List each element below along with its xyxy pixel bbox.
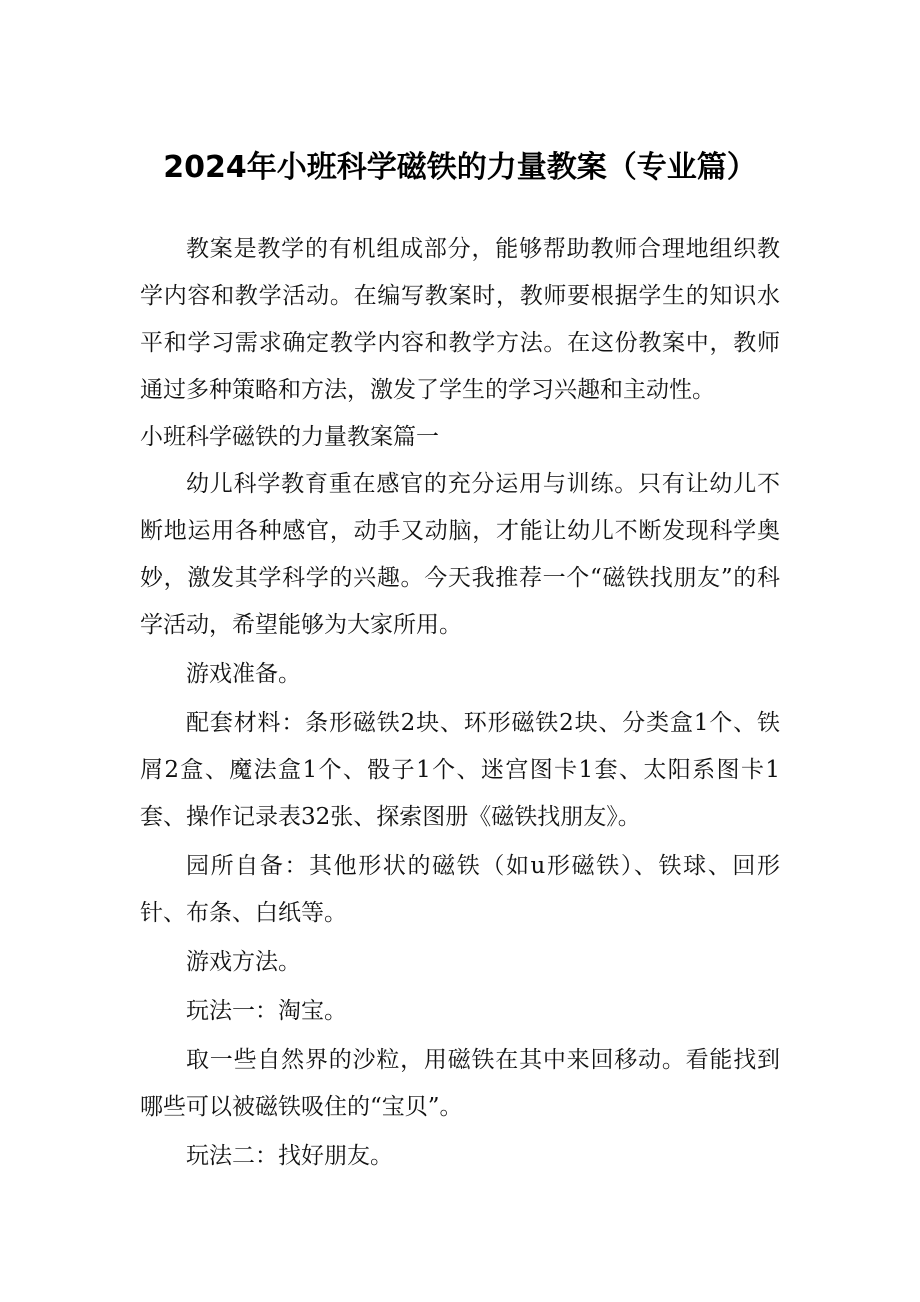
body-paragraph: 玩法一：淘宝。	[186, 998, 347, 1024]
intro-paragraph: 教案是教学的有机组成部分，能够帮助教师合理地组织教学内容和教学活动。在编写教案时，教师要根据学生的知识水平和学习需求确定教学内容和教学方法。在这份教案中，教师通过多种策略和方法，激发了学生的学习兴趣和主动性。	[140, 236, 780, 403]
body-paragraph: 园所自备：其他形状的磁铁（如u形磁铁）、铁球、回形针、布条、白纸等。	[140, 853, 780, 926]
body-paragraph: 游戏准备。	[186, 661, 301, 687]
body-paragraph: 玩法二：找好朋友。	[186, 1143, 393, 1169]
document-title: 2024年小班科学磁铁的力量教案（专业篇）	[163, 150, 757, 185]
body-paragraph: 游戏方法。	[186, 949, 301, 975]
document-body	[140, 226, 780, 1180]
body-paragraph: 取一些自然界的沙粒，用磁铁在其中来回移动。看能找到哪些可以被磁铁吸住的“宝贝”。	[140, 1047, 780, 1120]
body-paragraph: 幼儿科学教育重在感官的充分运用与训练。只有让幼儿不断地运用各种感官，动手又动脑，才能让幼儿不断发现科学奥妙，激发其学科学的兴趣。今天我推荐一个“磁铁找朋友”的科学活动，希望能够为大家所用。	[140, 471, 780, 638]
section-heading: 小班科学磁铁的力量教案篇一	[140, 424, 439, 450]
body-paragraph: 配套材料：条形磁铁2块、环形磁铁2块、分类盒1个、铁屑2盒、魔法盒1个、骰子1个、迷宫图卡1套、太阳系图卡1套、操作记录表32张、探索图册《磁铁找朋友》。	[140, 710, 780, 830]
